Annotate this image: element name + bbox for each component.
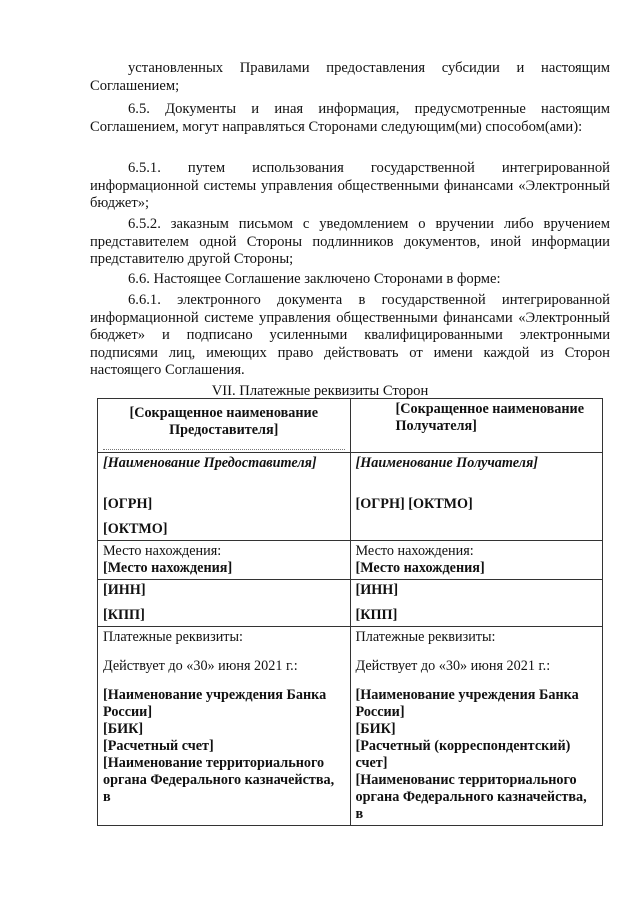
paragraph-6-5-2 — [90, 216, 610, 269]
paragraph-text: установленных Правилами предоставления субсидии и настоящим Соглашением; — [90, 60, 610, 94]
paragraph-text: 6.6.1. электронного документа в государственной интегрированной информационной системе управления общественными финансами «Электронный бюджет» и подписано усиленными квалифицированными электронными подписями лиц, имеющих право действовать от имени каждой из Сторон настоящего Соглашения. — [90, 292, 610, 379]
kpp-value: [КПП] — [103, 607, 145, 623]
provider-oktmo: [ОКТМО] — [103, 521, 168, 537]
table-row — [98, 541, 603, 580]
table-row — [98, 580, 603, 627]
provider-payment-cell — [98, 627, 351, 826]
provider-name: [Наименование Предоставителя] — [103, 455, 317, 471]
paragraph-6-6-1 — [90, 292, 610, 380]
recipient-location-cell — [350, 541, 603, 580]
inn-value: [ИНН] — [103, 582, 146, 598]
paragraph-text: 6.5.1. путем использования государственной интегрированной информационной системы управления общественными финансами «Электронный бюджет»; — [90, 160, 610, 212]
recipient-ogrn-oktmo: [ОГРН] [ОКТМО] — [355, 496, 473, 512]
valid-until: Действует до «30» июня 2021 г.: — [103, 658, 298, 674]
table-row — [98, 399, 603, 453]
paragraph-6-6 — [90, 271, 610, 289]
provider-ogrn: [ОГРН] — [103, 496, 153, 512]
bank-name: [Наименование учреждения Банка России] — [355, 687, 579, 720]
recipient-payment-cell — [350, 627, 603, 826]
provider-location-cell — [98, 541, 351, 580]
provider-ids-cell — [98, 453, 351, 541]
location-label: Место нахождения: — [355, 543, 474, 559]
bank-name: [Наименование учреждения Банка России] — [103, 687, 327, 720]
payment-label: Платежные реквизиты: — [103, 629, 243, 645]
bik-value: [БИК] — [103, 721, 144, 737]
recipient-ids-cell — [350, 453, 603, 541]
recipient-name: [Наименование Получателя] — [355, 455, 538, 471]
kpp-value: [КПП] — [355, 607, 398, 623]
table-row — [98, 627, 603, 826]
location-value: [Место нахождения] — [355, 560, 485, 576]
divider — [103, 449, 345, 450]
location-label: Место нахождения: — [103, 543, 222, 559]
recipient-tax-cell — [350, 580, 603, 627]
paragraph-text: 6.5. Документы и иная информация, предусмотренные настоящим Соглашением, могут направляться Сторонами следующим(ми) способом(ами): — [90, 101, 610, 135]
paragraph-6-5-1 — [90, 160, 610, 213]
payment-label: Платежные реквизиты: — [355, 629, 496, 645]
paragraph-text: 6.5.2. заказным письмом с уведомлением о вручении либо вручением представителем одной Стороны подлинников документов, иной информации представителю другой Стороны; — [90, 216, 610, 268]
valid-until: Действует до «30» июня 2021 г.: — [355, 658, 551, 674]
bik-value: [БИК] — [355, 721, 396, 737]
paragraph-continuation — [90, 60, 610, 95]
treasury-name: [Наименование территориального органа Федерального казначейства, в — [103, 755, 335, 805]
payment-details-table — [97, 398, 603, 826]
inn-value: [ИНН] — [355, 582, 399, 598]
account-value: [Расчетный (корреспондентский) счет] — [355, 738, 571, 771]
paragraph-6-5 — [90, 101, 610, 136]
location-value: [Место нахождения] — [103, 560, 233, 576]
header-cell-right — [350, 399, 603, 453]
paragraph-text: 6.6. Настоящее Соглашение заключено Сторонами в форме: — [128, 271, 501, 287]
provider-short-name: [Сокращенное наименование Предоставителя] — [129, 405, 318, 438]
provider-tax-cell — [98, 580, 351, 627]
recipient-short-name: [Сокращенное наименование Получателя] — [395, 401, 585, 434]
treasury-name: [Наименованис территориального органа Федерального казначейства, в — [355, 772, 587, 822]
header-cell-left — [98, 399, 351, 453]
section-heading: VII. Платежные реквизиты Сторон — [211, 383, 429, 399]
table-row — [98, 453, 603, 541]
account-value: [Расчетный счет] — [103, 738, 214, 754]
